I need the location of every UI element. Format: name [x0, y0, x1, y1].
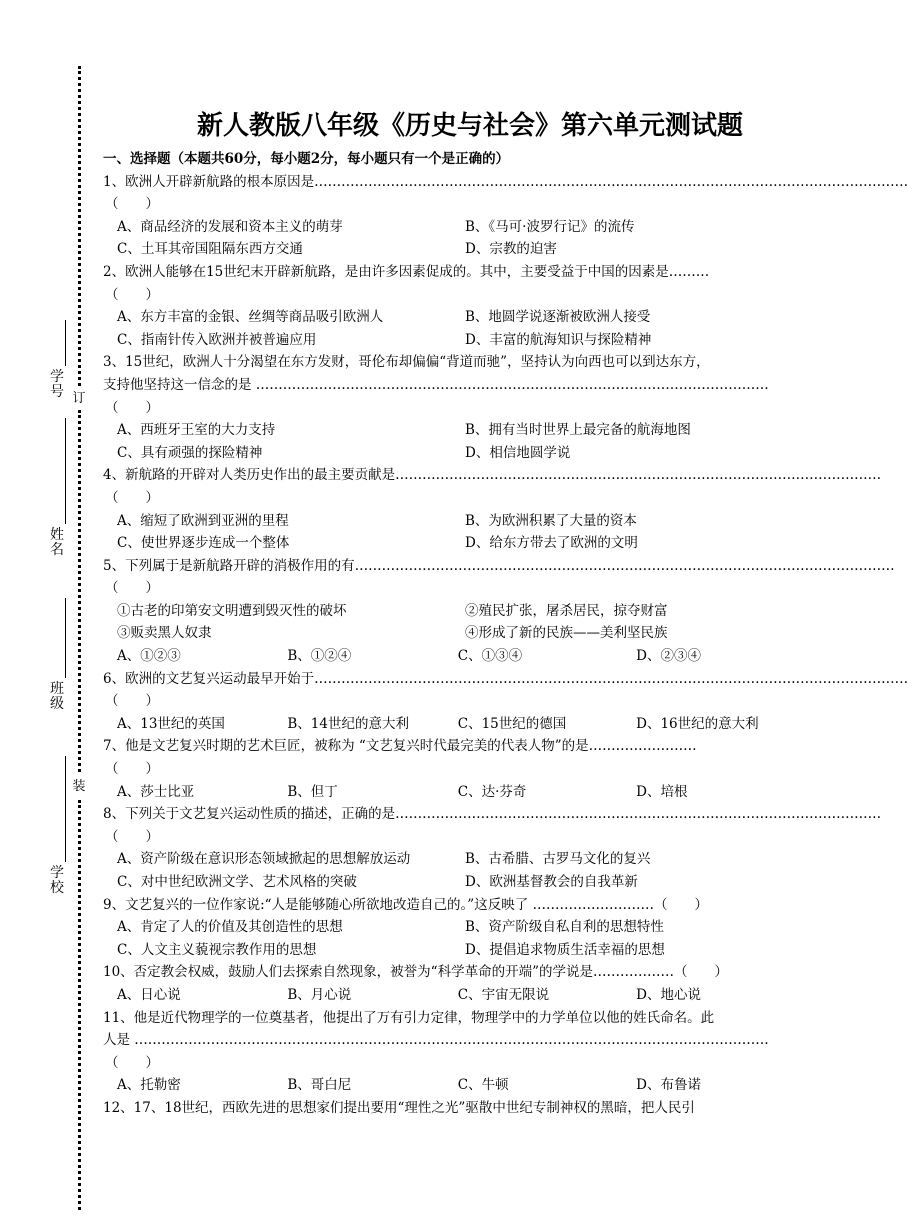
answer-option[interactable]: B、资产阶级自私自利的思想特性 — [465, 919, 664, 936]
answer-blank[interactable]: （ ） — [105, 580, 159, 597]
name-field[interactable] — [48, 418, 66, 566]
option-row — [103, 871, 783, 894]
answer-option[interactable]: C、对中世纪欧洲文学、艺术风格的突破 — [117, 874, 357, 890]
question-list — [103, 148, 908, 1120]
option-row — [103, 1074, 783, 1097]
school-field[interactable] — [48, 756, 66, 902]
option-row — [103, 781, 783, 804]
answer-option[interactable]: C、具有顽强的探险精神 — [117, 444, 263, 461]
answer-option[interactable]: C、指南针传入欧洲并被普遍应用 — [117, 331, 317, 348]
answer-option[interactable]: D、宗教的迫害 — [465, 241, 557, 258]
class-field[interactable] — [48, 598, 66, 720]
question-stem: 8、下列关于文艺复兴运动性质的描述，正确的是……………………………………………………………………………………………… — [103, 806, 882, 823]
answer-option[interactable]: A、商品经济的发展和资本主义的萌芽 — [117, 218, 343, 235]
field-label-class: 班级 — [50, 681, 64, 712]
field-blank-line — [65, 598, 66, 678]
answer-option[interactable]: B、①②④ — [287, 648, 352, 665]
answer-option[interactable]: B、地圆学说逐渐被欧洲人接受 — [465, 309, 651, 326]
answer-option[interactable]: A、西班牙王室的大力支持 — [117, 422, 276, 439]
answer-option[interactable]: ③贩卖黑人奴隶 — [117, 625, 212, 642]
question-stem: 人是 …………………………………………………………………………………………………………………………… — [103, 1032, 769, 1049]
option-row — [103, 939, 783, 962]
answer-option[interactable]: B、《马可·波罗行记》的流传 — [465, 218, 635, 235]
answer-blank[interactable]: （ ） — [105, 1054, 159, 1071]
answer-option[interactable]: B、哥白尼 — [287, 1077, 352, 1094]
answer-option[interactable]: A、日心说 — [117, 986, 181, 1003]
answer-option[interactable]: D、相信地圆学说 — [465, 444, 571, 461]
question-stem: 6、欧洲的文艺复兴运动最早开始于…………………………………………………………………………………………………………………… — [103, 670, 908, 687]
question-stem: 9、文艺复兴的一位作家说:“人是能够随心所欲地改造自己的。”这反映了 ………………………（ ） — [103, 896, 708, 913]
answer-blank[interactable]: （ ） — [105, 693, 159, 710]
option-row — [103, 306, 783, 329]
question-stem: 12、17、18世纪，西欧先进的思想家们提出要用“理性之光”驱散中世纪专制神权的黑暗，把人民引 — [103, 1099, 695, 1116]
question-stem: 1、欧洲人开辟新航路的根本原因是…………………………………………………………………………………………………………………… — [103, 173, 908, 190]
binding-margin — [0, 0, 100, 1216]
question-stem: 3、15世纪，欧洲人十分渴望在东方发财，哥伦布却偏偏“背道而驰”，坚持认为向西也可以到达东方， — [103, 354, 710, 371]
answer-option[interactable]: A、托勒密 — [117, 1077, 181, 1094]
answer-option[interactable]: C、宇宙无限说 — [457, 986, 550, 1003]
answer-option[interactable]: C、土耳其帝国阻隔东西方交通 — [117, 241, 303, 258]
option-row — [103, 984, 783, 1007]
question-stem: 支持他坚持这一信念的是 …………………………………………………………………………………………………… — [103, 376, 769, 393]
answer-option[interactable]: D、布鲁诺 — [636, 1077, 701, 1094]
answer-blank[interactable]: （ ） — [105, 761, 159, 778]
field-label-student-id: 学号 — [50, 369, 64, 400]
answer-option[interactable]: B、但丁 — [287, 783, 338, 800]
option-row — [103, 713, 783, 736]
answer-blank[interactable]: （ ） — [105, 489, 159, 506]
answer-option[interactable]: D、地心说 — [636, 986, 701, 1003]
option-row — [103, 622, 783, 645]
answer-option[interactable]: A、缩短了欧洲到亚洲的里程 — [117, 512, 289, 529]
binding-word-zhuang: 装 — [72, 779, 86, 794]
answer-option[interactable]: B、14世纪的意大利 — [287, 715, 409, 732]
answer-option[interactable]: D、培根 — [636, 783, 688, 800]
option-row — [103, 510, 783, 533]
answer-option[interactable]: D、给东方带去了欧洲的文明 — [465, 535, 638, 552]
option-row — [103, 238, 783, 261]
answer-option[interactable]: D、②③④ — [636, 648, 701, 665]
option-row — [103, 216, 783, 239]
binding-dotted-line — [78, 800, 81, 1210]
answer-option[interactable]: A、资产阶级在意识形态领域掀起的思想解放运动 — [117, 851, 411, 868]
answer-option[interactable]: C、人文主义藐视宗教作用的思想 — [117, 941, 317, 958]
answer-option[interactable]: D、丰富的航海知识与探险精神 — [465, 331, 652, 348]
option-row — [103, 645, 783, 668]
answer-option[interactable]: D、16世纪的意大利 — [636, 715, 759, 732]
answer-option[interactable]: D、提倡追求物质生活幸福的思想 — [465, 941, 665, 958]
answer-option[interactable]: B、为欧洲积累了大量的资本 — [465, 512, 637, 529]
answer-option[interactable]: A、东方丰富的金银、丝绸等商品吸引欧洲人 — [117, 309, 384, 326]
option-row — [103, 419, 783, 442]
binding-dotted-line — [78, 410, 81, 772]
student-id-field[interactable] — [48, 320, 66, 410]
field-label-name: 姓名 — [50, 527, 64, 558]
question-stem: 11、他是近代物理学的一位奠基者，他提出了万有引力定律，物理学中的力学单位以他的姓氏命名。此 — [103, 1009, 715, 1026]
answer-option[interactable]: A、13世纪的英国 — [117, 715, 225, 732]
answer-option[interactable]: D、欧洲基督教会的自我革新 — [465, 874, 638, 890]
question-stem: 5、下列属于是新航路开辟的消极作用的有………………………………………………………………………………………………………… — [103, 557, 895, 574]
answer-option[interactable]: C、达·芬奇 — [457, 783, 527, 800]
option-row — [103, 532, 783, 555]
answer-blank[interactable]: （ ） — [105, 196, 159, 213]
answer-option[interactable]: C、使世界逐步连成一个整体 — [117, 535, 290, 552]
field-label-school: 学校 — [50, 865, 64, 896]
answer-option[interactable]: ①古老的印第安文明遭到毁灭性的破坏 — [117, 602, 347, 619]
answer-blank[interactable]: （ ） — [105, 286, 159, 303]
option-row — [103, 442, 783, 465]
section-heading: 一、选择题（本题共60分，每小题2分，每小题只有一个是正确的） — [103, 151, 510, 167]
answer-option[interactable]: C、牛顿 — [457, 1077, 509, 1094]
question-stem: 7、他是文艺复兴时期的艺术巨匠，被称为 “文艺复兴时代最完美的代表人物”的是…………………… — [103, 738, 697, 755]
page-title: 新人教版八年级《历史与社会》第六单元测试题 — [196, 111, 743, 141]
question-stem: 4、新航路的开辟对人类历史作出的最主要贡献是……………………………………………………………………………………………… — [103, 467, 882, 484]
answer-option[interactable]: A、莎士比亚 — [117, 783, 195, 800]
question-stem: 2、欧洲人能够在15世纪末开辟新航路，是由许多因素促成的。其中，主要受益于中国的因素是……… — [103, 263, 710, 280]
answer-option[interactable]: B、月心说 — [287, 986, 352, 1003]
option-row — [103, 600, 783, 623]
field-blank-line — [65, 418, 66, 524]
answer-blank[interactable]: （ ） — [105, 828, 159, 845]
questions-container — [103, 171, 908, 1120]
answer-option[interactable]: B、古希腊、古罗马文化的复兴 — [465, 851, 651, 868]
binding-dotted-line — [78, 66, 81, 386]
answer-option[interactable]: A、①②③ — [117, 648, 181, 665]
field-blank-line — [65, 320, 66, 366]
answer-option[interactable]: ②殖民扩张，屠杀居民，掠夺财富 — [465, 602, 668, 619]
answer-option[interactable]: C、①③④ — [457, 648, 523, 665]
binding-word-ding: 订 — [72, 391, 86, 406]
option-row — [103, 916, 783, 939]
question-stem: 10、否定教会权威，鼓励人们去探索自然现象，被誉为“科学革命的开端”的学说是………………（ ） — [103, 964, 728, 981]
option-row — [103, 329, 783, 352]
answer-option[interactable]: A、肯定了人的价值及其创造性的思想 — [117, 919, 343, 936]
field-blank-line — [65, 756, 66, 862]
answer-option[interactable]: C、15世纪的德国 — [457, 715, 567, 732]
option-row — [103, 848, 783, 871]
answer-option[interactable]: ④形成了新的民族——美利坚民族 — [465, 625, 668, 642]
answer-blank[interactable]: （ ） — [105, 399, 159, 416]
answer-option[interactable]: B、拥有当时世界上最完备的航海地图 — [465, 422, 691, 439]
